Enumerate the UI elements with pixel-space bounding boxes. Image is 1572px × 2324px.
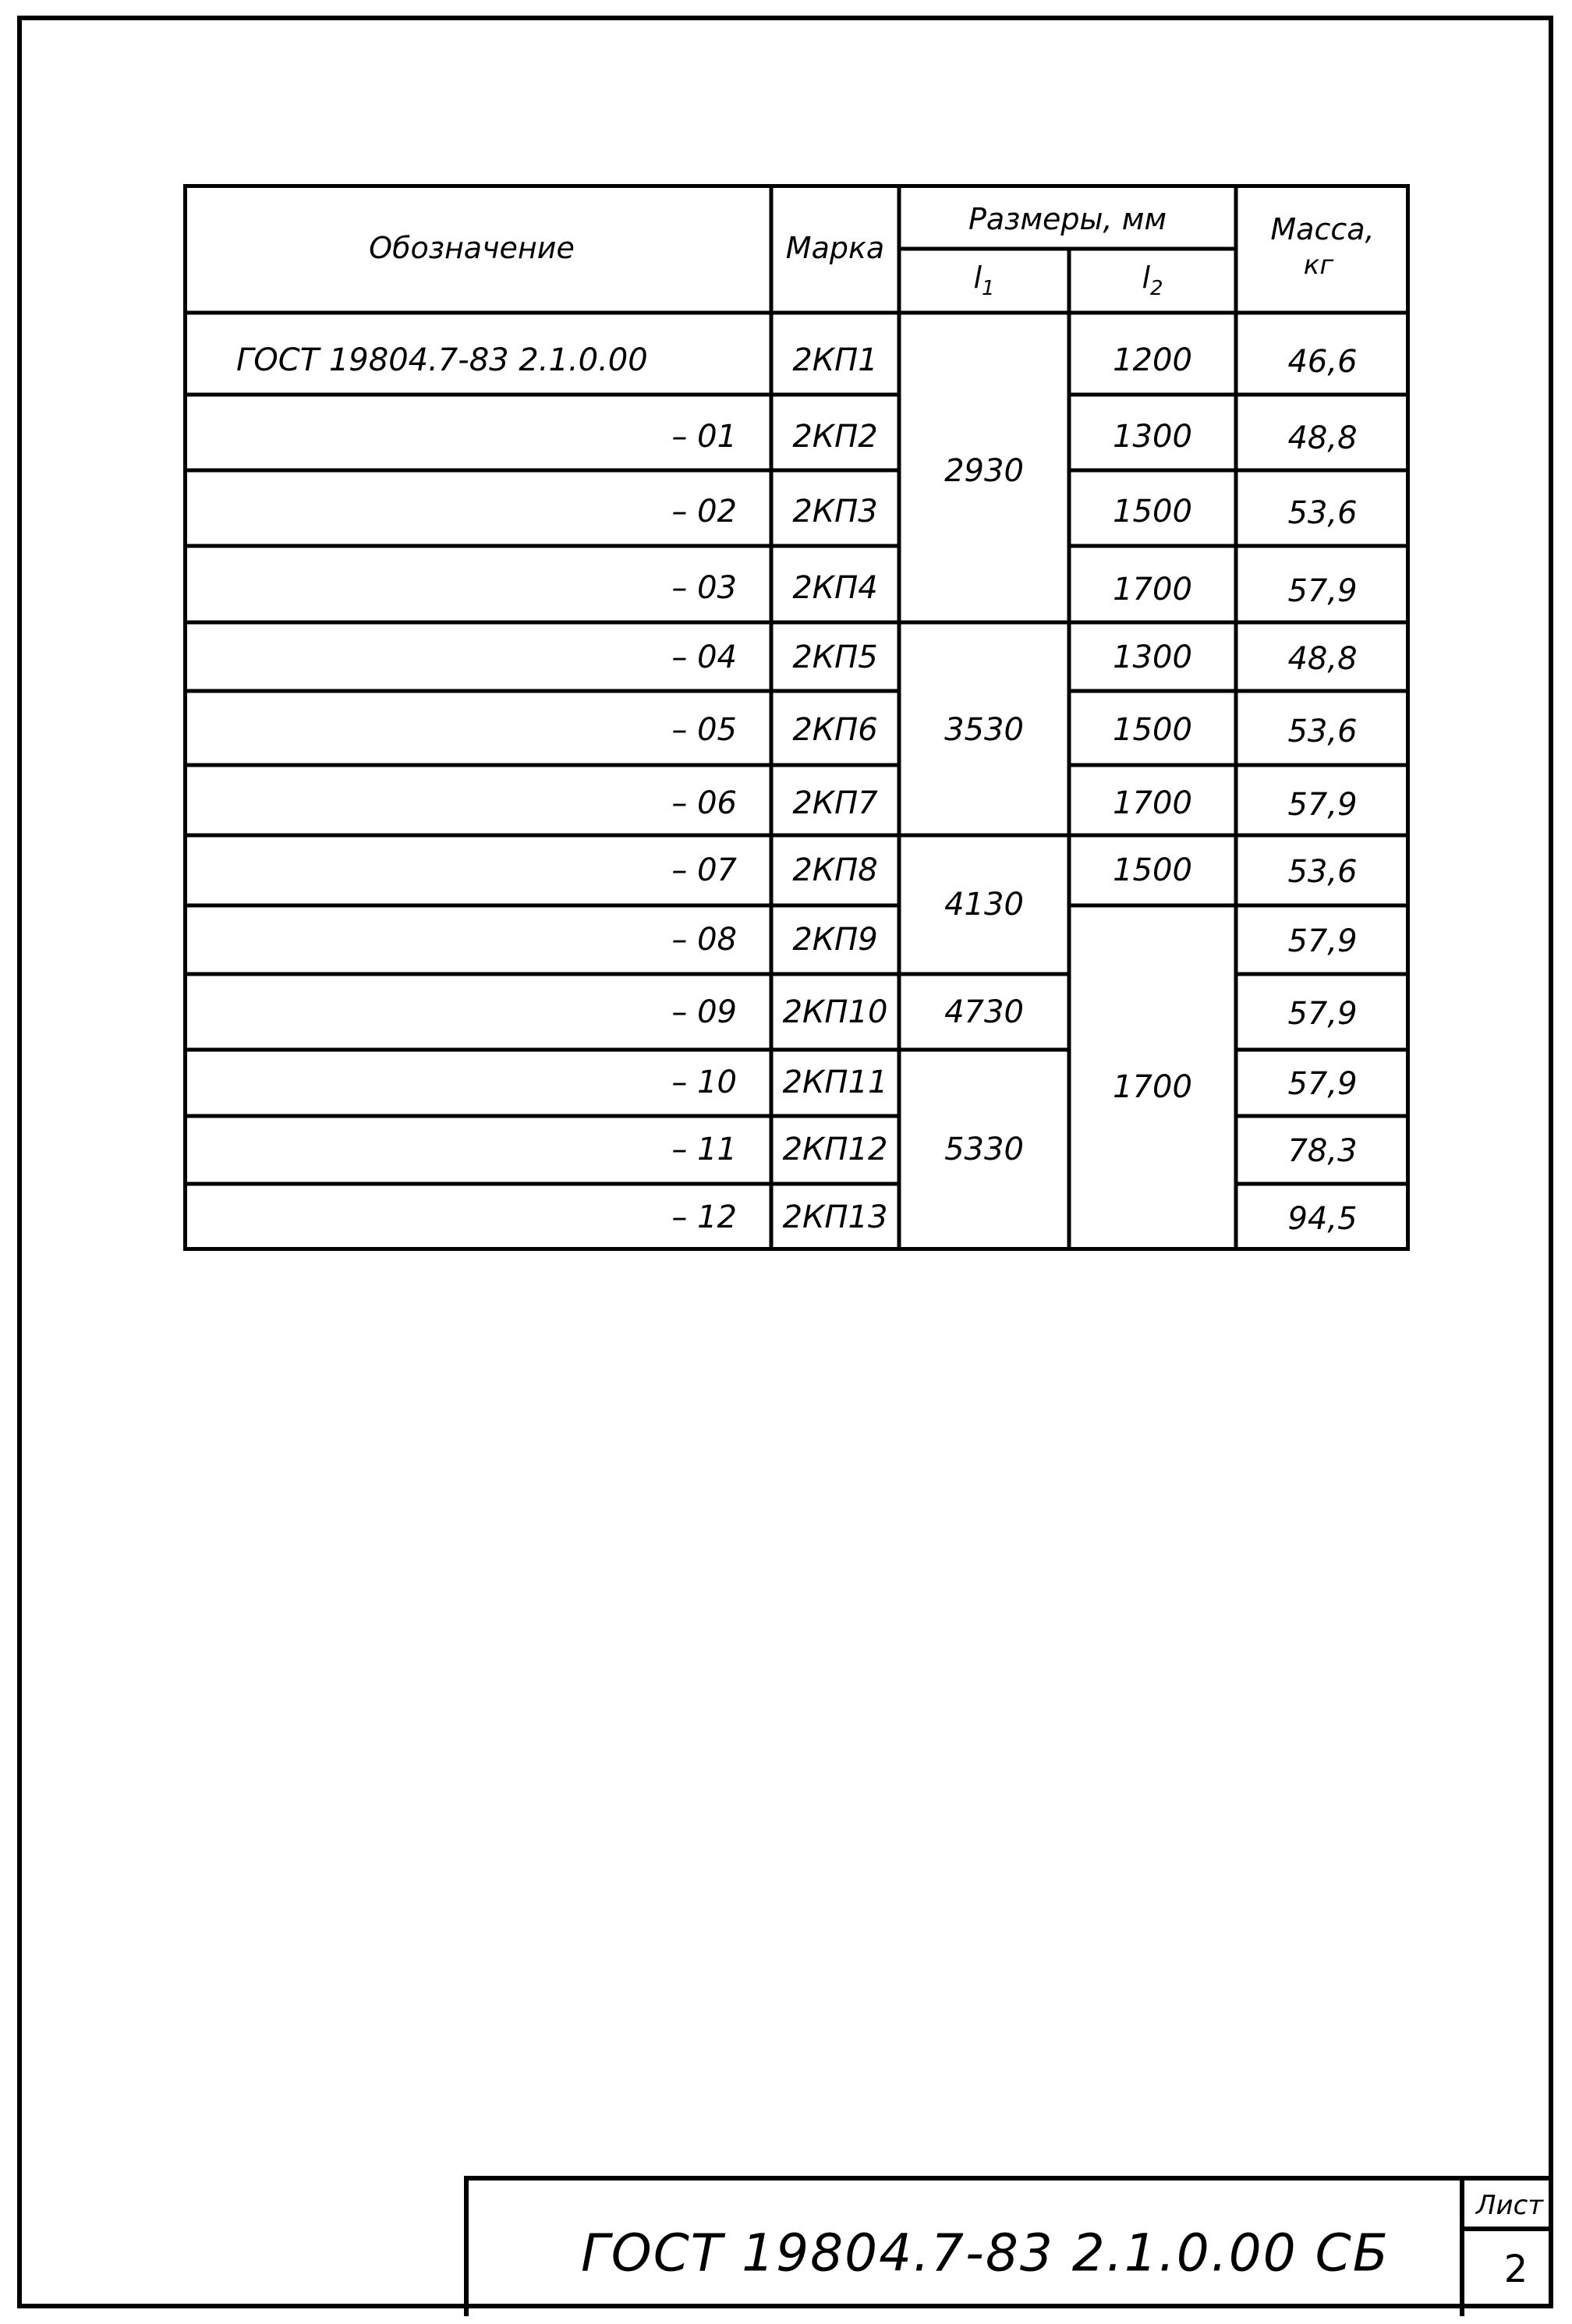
table-row-designation: – 11 — [671, 1132, 737, 1167]
table-row-mass: 48,8 — [1287, 420, 1358, 456]
table-row-mass: 57,9 — [1287, 573, 1358, 609]
l2-merged-value: 1700 — [1113, 1069, 1192, 1105]
table-row-designation: ГОСТ 19804.7-83 2.1.0.00 — [236, 342, 648, 378]
table-row-mark: 2КП5 — [792, 639, 878, 675]
table-row-designation: – 10 — [671, 1065, 737, 1100]
table-row-designation: – 05 — [671, 712, 737, 748]
table-row-mark: 2КП4 — [792, 570, 878, 606]
table-row-l2: 1300 — [1113, 639, 1192, 675]
table-row-mass: 53,6 — [1287, 714, 1358, 749]
table-row-l2: 1500 — [1113, 712, 1192, 748]
specification-table — [183, 184, 1410, 1251]
table-row-designation: – 04 — [671, 639, 737, 675]
table-row-l2: 1500 — [1113, 494, 1192, 530]
sheet-number: 2 — [1503, 2248, 1528, 2291]
header-dimensions: Размеры, мм — [968, 202, 1167, 236]
table-row-designation: – 09 — [671, 994, 737, 1030]
document-code: ГОСТ 19804.7-83 2.1.0.00 СБ — [581, 2223, 1390, 2283]
table-row-designation: – 03 — [671, 570, 737, 606]
l1-group-value: 2930 — [944, 453, 1024, 489]
sheet-label: Лист — [1475, 2190, 1544, 2221]
table-row-l2: 1200 — [1113, 342, 1192, 378]
table-row-mass: 78,3 — [1287, 1133, 1358, 1169]
table-row-designation: – 06 — [671, 785, 737, 821]
table-row-mark: 2КП3 — [792, 494, 878, 530]
table-row-designation: – 02 — [671, 494, 737, 530]
table-row-designation: – 01 — [671, 419, 737, 455]
table-row-l2: 1500 — [1113, 852, 1192, 888]
table-row-mark: 2КП12 — [782, 1132, 888, 1167]
header-mass: Масса, — [1270, 212, 1375, 246]
header-mark: Марка — [785, 231, 885, 265]
header-designation: Обозначение — [369, 231, 575, 265]
table-row-designation: – 12 — [671, 1199, 737, 1235]
table-row-mark: 2КП10 — [782, 994, 888, 1030]
header-mass-unit: кг — [1303, 250, 1334, 281]
l1-group-value: 5330 — [944, 1132, 1024, 1167]
table-row-designation: – 07 — [671, 852, 737, 888]
table-row-mark: 2КП1 — [792, 342, 878, 378]
table-row-mark: 2КП8 — [792, 852, 878, 888]
table-row-mark: 2КП7 — [792, 785, 878, 821]
header-l1: $l_1$ — [973, 260, 995, 300]
table-row-designation: – 08 — [671, 922, 737, 958]
table-row-mass: 46,6 — [1287, 344, 1358, 380]
table-row-mass: 53,6 — [1287, 495, 1358, 531]
table-row-mass: 53,6 — [1287, 854, 1358, 890]
table-row-mark: 2КП9 — [792, 922, 878, 958]
table-row-l2: 1700 — [1113, 572, 1192, 608]
table-row-mark: 2КП13 — [782, 1199, 888, 1235]
table-row-l2: 1300 — [1113, 419, 1192, 455]
table-row-mark: 2КП11 — [782, 1065, 888, 1100]
table-row-mass: 57,9 — [1287, 996, 1358, 1032]
table-row-mass: 57,9 — [1287, 923, 1358, 959]
table-row-mass: 48,8 — [1287, 641, 1358, 677]
table-row-mass: 57,9 — [1287, 787, 1358, 823]
table-row-mass: 94,5 — [1287, 1201, 1358, 1237]
table-row-mark: 2КП6 — [792, 712, 878, 748]
table-row-mass: 57,9 — [1287, 1066, 1358, 1102]
header-l2: $l_2$ — [1142, 260, 1163, 300]
table-row-l2: 1700 — [1113, 785, 1192, 821]
l1-group-value: 4130 — [944, 887, 1024, 923]
l1-group-value: 4730 — [944, 994, 1024, 1030]
table-row-mark: 2КП2 — [792, 419, 878, 455]
l1-group-value: 3530 — [944, 712, 1024, 748]
